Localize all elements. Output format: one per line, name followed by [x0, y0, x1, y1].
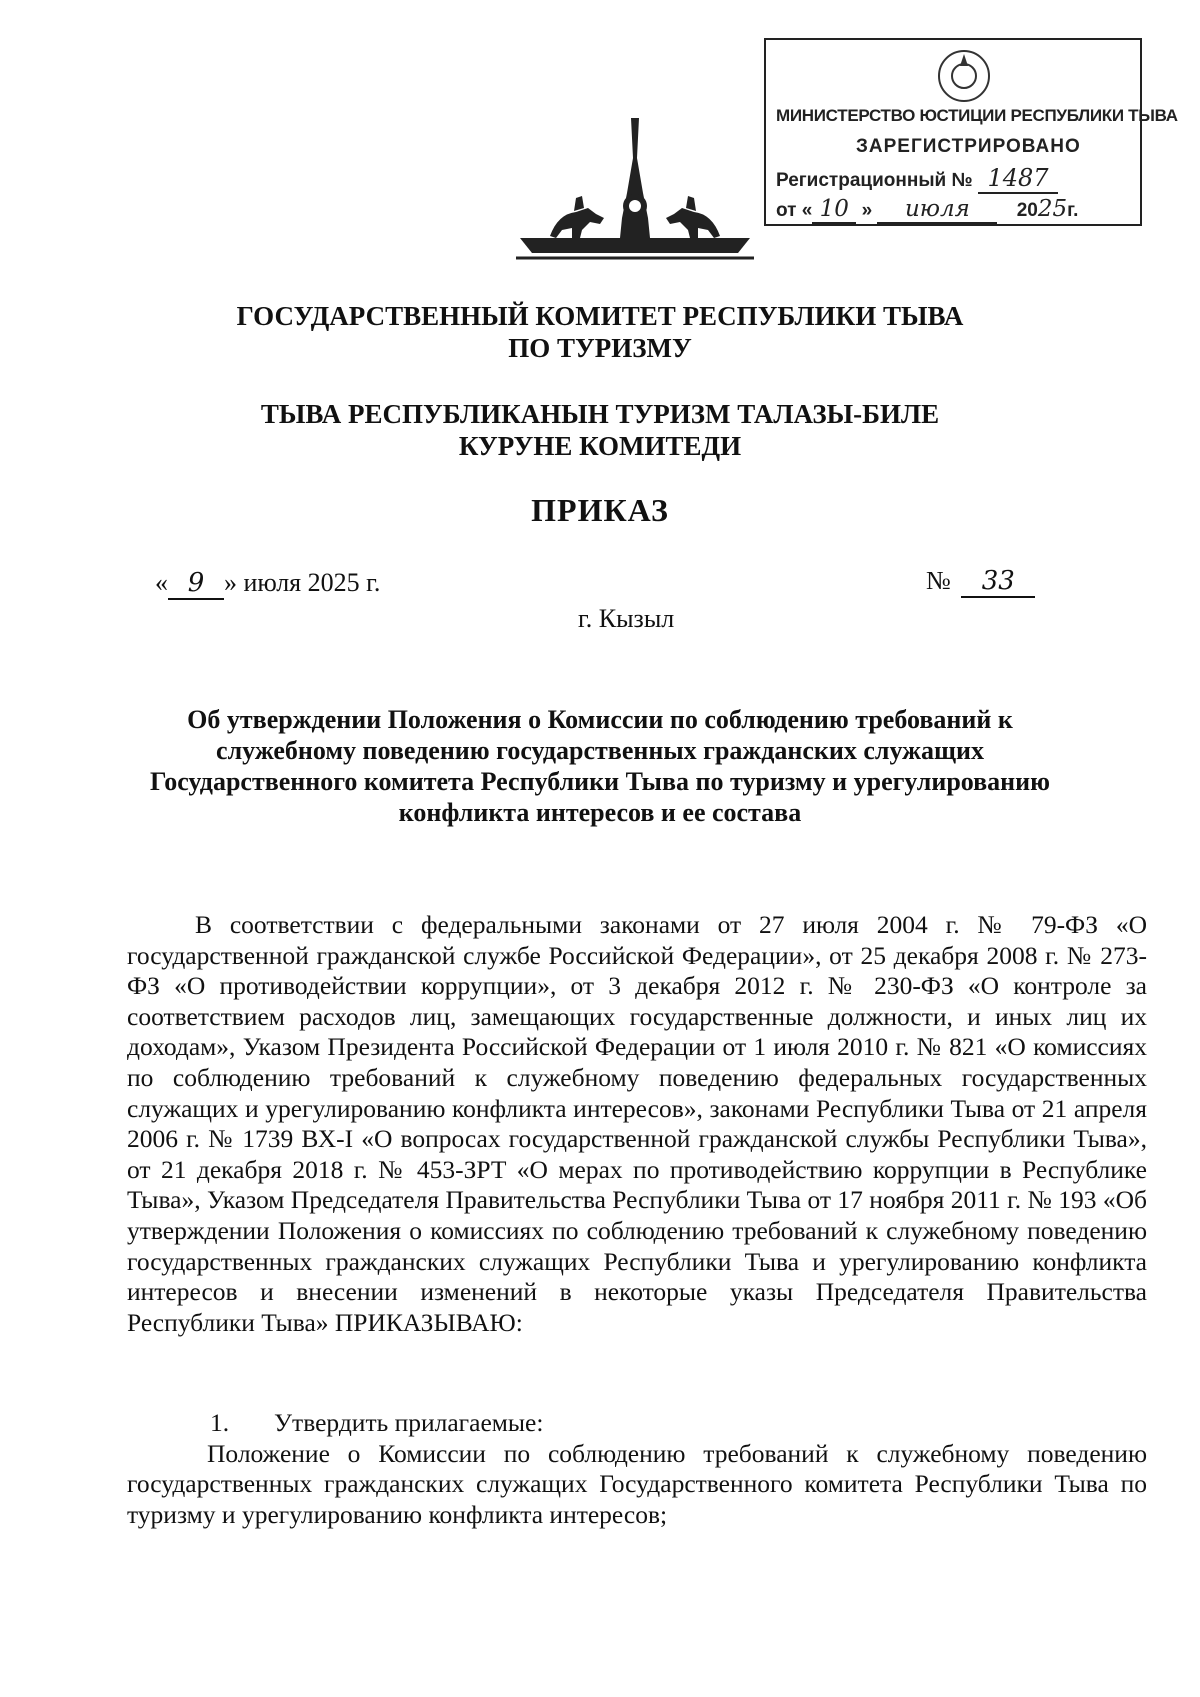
item1-number: 1. [210, 1408, 230, 1437]
stamp-year-prefix: 20 [1016, 200, 1038, 221]
emblem-logo [510, 118, 760, 273]
stamp-year-suffix: 25 [1037, 196, 1068, 222]
stamp-reg-row [776, 164, 1058, 194]
stamp-date-prefix: от « [776, 200, 813, 221]
org-name-tyv-line1: ТЫВА РЕСПУБЛИКАНЫН ТУРИЗМ ТАЛАЗЫ-БИЛЕ [260, 399, 940, 429]
item1-heading [127, 1408, 1147, 1439]
stamp-date-mid: » [861, 200, 873, 221]
number-value: 33 [961, 566, 1035, 598]
title-line4: конфликта интересов и ее состава [398, 798, 802, 827]
org-name-ru [0, 300, 1200, 364]
document-number [926, 566, 1035, 598]
stamp-reg-number: 1487 [978, 164, 1058, 194]
date-open-quote: « [155, 568, 168, 597]
title-line2: служебному поведению государственных гражданских служащих [216, 736, 984, 765]
org-name-tyv-line2: КУРУНЕ КОМИТЕДИ [458, 431, 742, 461]
stamp-date-day: 10 [812, 196, 856, 224]
stamp-date-row [776, 196, 1078, 224]
document-type: ПРИКАЗ [531, 492, 669, 528]
org-name-ru-line2: ПО ТУРИЗМУ [508, 333, 692, 363]
stamp-date-month: июля [877, 196, 997, 224]
stamp-year-end: г. [1067, 200, 1079, 221]
item1-text: Утвердить прилагаемые: [274, 1408, 544, 1437]
stamp-status: ЗАРЕГИСТРИРОВАНО [856, 136, 1081, 157]
org-name-ru-line1: ГОСУДАРСТВЕННЫЙ КОМИТЕТ РЕСПУБЛИКИ ТЫВА [236, 301, 964, 331]
org-name-tyv [0, 398, 1200, 462]
preamble-paragraph: В соответствии с федеральными законами от 27 июля 2004 г. № 79-ФЗ «О государственной гражданской службе Российской Федерации», от 25 декабря 2008 г. № 273-ФЗ «О противодействии коррупции», от 3 декабря 2012 г. № 230-ФЗ «О контроле за соответствием расходов лиц, замещающих государственные должности, и иных лиц их доходам», Указом Президента Российской Федерации от 1 июля 2010 г. № 821 «О комиссиях по соблюдению требований к служебному поведению федеральных государственных служащих и урегулированию конфликта интересов», законами Республики Тыва от 21 апреля 2006 г. № 1739 ВХ-I «О вопросах государственной гражданской службы Республики Тыва», от 21 декабря 2018 г. № 453-ЗРТ «О мерах по противодействию коррупции в Республике Тыва», Указом Председателя Правительства Республики Тыва от 17 ноября 2011 г. № 193 «Об утверждении Положения о комиссиях по соблюдению требований к служебному поведению государственных гражданских служащих Республики Тыва и урегулированию конфликта интересов и внесении изменений в некоторые указы Председателя Правительства Республики Тыва» ПРИКАЗЫВАЮ: [127, 910, 1147, 1337]
date-rest: » июля 2025 г. [224, 568, 381, 597]
date-day: 9 [168, 568, 224, 600]
item1-sub: Положение о Комиссии по соблюдению требований к служебному поведению государственных гражданских служащих Государственного комитета Республики Тыва по туризму и урегулированию конфликта интересов; [127, 1438, 1147, 1529]
title-line3: Государственного комитета Республики Тыва по туризму и урегулированию [149, 767, 1051, 796]
stamp-seal-icon [936, 48, 992, 104]
document-title [0, 704, 1200, 828]
number-label: № [926, 566, 951, 595]
stamp-ministry: МИНИСТЕРСТВО ЮСТИЦИИ РЕСПУБЛИКИ ТЫВА [776, 106, 1178, 125]
title-line1: Об утверждении Положения о Комиссии по соблюдению требований к [187, 705, 1013, 734]
document-date [155, 568, 380, 600]
item1 [127, 1408, 1147, 1530]
stamp-reg-label: Регистрационный № [776, 170, 973, 191]
registration-stamp [764, 38, 1178, 226]
document-city: г. Кызыл [578, 604, 675, 633]
